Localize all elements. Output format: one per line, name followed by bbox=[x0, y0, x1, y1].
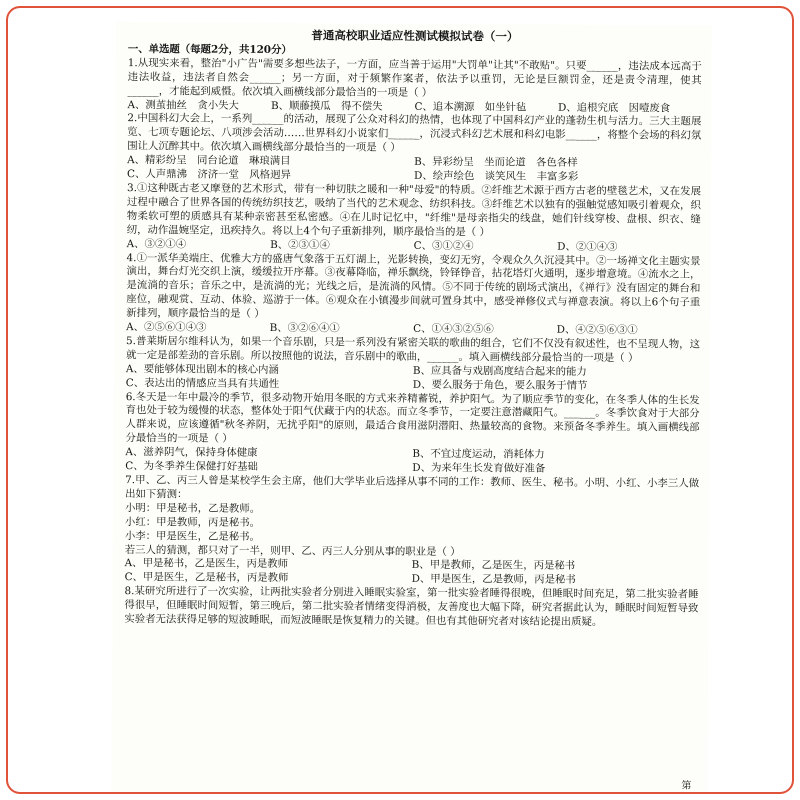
page-title: 普通高校职业适应性测试模拟试卷（一） bbox=[311, 28, 519, 44]
option-d: D、要么服务于角色，要么服务于情节 bbox=[412, 378, 588, 392]
option-b: B、③②⑥④① bbox=[269, 321, 340, 335]
question-7: 7.甲、乙、丙三人曾是某校学生会主席，他们大学毕业后选择从事不同的工作：教师、医生、秘书。小明、小红、小李三人做出如下猜测： bbox=[125, 474, 700, 501]
option-c: C、①④③②⑤⑥ bbox=[413, 322, 494, 336]
option-a: A、要能够体现出剧本的核心内涵 bbox=[125, 362, 279, 376]
question-2: 2.中国科幻大会上，一系列______的活动，展现了公众对科幻的热情，也体现了中国科幻产业的蓬勃生机与活力。三大主题展览、七项专题论坛、八项涉会活动……世界科幻小说家们______，沉浸式科幻艺术展和科幻电影______，将整个会场的科幻氛围让人沉醉其中。依次填入画横线部分最恰当的一项是（ ） bbox=[127, 112, 702, 154]
option-b: B、顺藤摸瓜 得不偿失 bbox=[270, 99, 383, 113]
question-7-options bbox=[125, 558, 699, 589]
image-frame bbox=[6, 6, 794, 794]
question-4: 4.①一派华美端庄、优雅大方的盛唐气象落于五灯湖上，光影转换，变幻无穷，令观众久久沉浸其中。②一场禅文化主题实景演出，舞台灯光交织上演，缓缓拉开序幕。③夜幕降临，禅乐飘绕，铃铎铮音，拈花塔灯火通明，逐步增意境。④流水之上，是流淌的音乐；音乐之中，是流淌的光；光线之后，是流淌的风情。⑤不同于传统的剧场式演出，《禅行》没有固定的舞台和座位，融观赏、互动、体验、巡游于一体。⑥观众在小镇漫步间就可置身其中，感受禅修仪式与禅意表演。将以上6个句子重新排列，顺序最恰当的是（ ） bbox=[126, 251, 701, 321]
section-heading: 一、单选题（每题2分，共120分） bbox=[127, 42, 292, 56]
option-c: C、追本溯源 如坐针毡 bbox=[414, 100, 527, 114]
option-b: B、不宜过度运动，消耗体力 bbox=[412, 448, 545, 461]
option-a: A、精彩纷呈 同台论道 琳琅满目 bbox=[127, 154, 291, 168]
question-8: 8.某研究所进行了一次实验，让两批实验者分别进入睡眠实验室，第一批实验者睡得很晚，但睡眠时间充足，第二批实验者睡得很早，但睡眠时间短暂，第三晚后，第二批实验者情绪变得消极，友善度也大幅下降，研究者据此认为，睡眠时间短暂导致实验者无法获得足够的短波睡眠，而短波睡眠是恢复精力的关键。但也有其他研究者对该结论提出质疑。 bbox=[124, 585, 699, 629]
question-5: 5.普莱斯居尔维科认为，如果一个音乐剧，只是一系列没有紧密关联的歌曲的组合，它们不仅没有叙述性，也不呈现人物，这就一定是部差劲的音乐剧。所以按照他的说法，音乐剧中的歌曲，______。填入画横线部分最恰当的一项是（ ） bbox=[125, 335, 701, 365]
option-a: A、滋养阴气，保持身体健康 bbox=[125, 446, 258, 460]
option-d: D、④②⑤⑥③① bbox=[556, 323, 638, 337]
option-c: C、③①②④ bbox=[413, 239, 474, 252]
question-6-options bbox=[125, 446, 699, 477]
question-1: 1.从现实来看，整治"小广告"需要多想些法子，一方面，应当善于运用"大罚单"让其"不敢贴"。只要______，违法成本远高于违法收益，违法者自然会______；另一方面，对于频繁作案者，依法予以重罚，无论是巨额罚金，还是责令清理，使其______，才能起到威慑。依次填入画横线部分最恰当的一项是（ ） bbox=[127, 56, 702, 99]
option-d: D、追根究底 因噎废食 bbox=[557, 101, 671, 114]
option-d: D、为来年生长发育做好准备 bbox=[412, 461, 546, 475]
option-a: A、测茧抽丝 贪小失大 bbox=[127, 98, 239, 112]
question-3: 3.①这种既古老又摩登的艺术形式，带有一种切肤之暖和一种"母爱"的特质。②纤维艺术源于西方古老的壁毯艺术，又在发展过程中融合了世界各国的传统纺织技艺，吸纳了当代的艺术观念、纺织科技。③纤维艺术以独有的强触觉感知吸引着观众，织物柔软可塑的质感具有某种亲密甚至私密感。④在儿时记忆中，"纤维"是母亲指尖的线盘，她们针线穿梭、盘根、织衣、缝纫，动作温婉坚定，迅疾持久。将以上4个句子重新排列，顺序最恰当的是（ ） bbox=[126, 182, 702, 238]
guess-xiaoming: 小明：甲是秘书，乙是教师。 bbox=[124, 501, 261, 515]
option-b: B、应具备与戏剧高度结合起来的能力 bbox=[412, 364, 587, 378]
exam-content bbox=[124, 28, 702, 630]
question-5-options bbox=[126, 363, 700, 394]
option-b: B、②③①④ bbox=[270, 238, 330, 251]
guess-xiaoli: 小李：甲是医生，乙是秘书。 bbox=[124, 529, 260, 543]
option-c: C、人声鼎沸 济济一堂 风格迥异 bbox=[127, 168, 291, 182]
question-2-options bbox=[127, 154, 701, 185]
option-c: C、为冬季养生保健打好基础 bbox=[125, 460, 258, 473]
option-a: A、②⑤⑥①④③ bbox=[126, 321, 207, 334]
option-d: D、绘声绘色 谈笑风生 丰富多彩 bbox=[414, 169, 579, 183]
option-b: B、甲是教师，乙是医生，丙是秘书 bbox=[411, 559, 576, 573]
page-number: 第 bbox=[681, 780, 692, 792]
option-d: D、②①④③ bbox=[557, 240, 618, 253]
option-a: A、甲是秘书，乙是医生，丙是教师 bbox=[124, 557, 289, 571]
option-a: A、③②①④ bbox=[126, 237, 187, 251]
option-c: C、表达出的情感应当具有共通性 bbox=[125, 376, 280, 390]
guess-xiaohong: 小红：甲是教师，丙是秘书。 bbox=[124, 515, 261, 529]
question-7-prompt: 若三人的猜测，都只对了一半，则甲、乙、丙三人分别从事的职业是（ ） bbox=[124, 543, 461, 558]
option-b: B、异彩纷呈 坐而论道 各色各样 bbox=[414, 155, 578, 169]
option-c: C、甲是医生，乙是秘书，丙是教师 bbox=[124, 571, 289, 585]
option-d: D、甲是医生，乙是教师，丙是秘书 bbox=[411, 573, 576, 587]
exam-paper bbox=[111, 22, 712, 794]
question-6: 6.冬天是一年中最冷的季节，很多动物开始用冬眠的方式来养精蓄锐，养护阳气。为了顺应季节的变化，在冬季人体的生长发育也处于较为缓慢的状态，整体处于阳气伏藏于内的状态。而立冬季节，一定要注意潜藏阳气。______。冬季饮食对于大部分人群来说，应该遵循"秋冬养阴，无扰乎阳"的原则，最适合食用滋阴潜阳、热量较高的食物。来预备冬季养生。填入画横线部分最恰当的一项是（ ） bbox=[125, 390, 700, 446]
